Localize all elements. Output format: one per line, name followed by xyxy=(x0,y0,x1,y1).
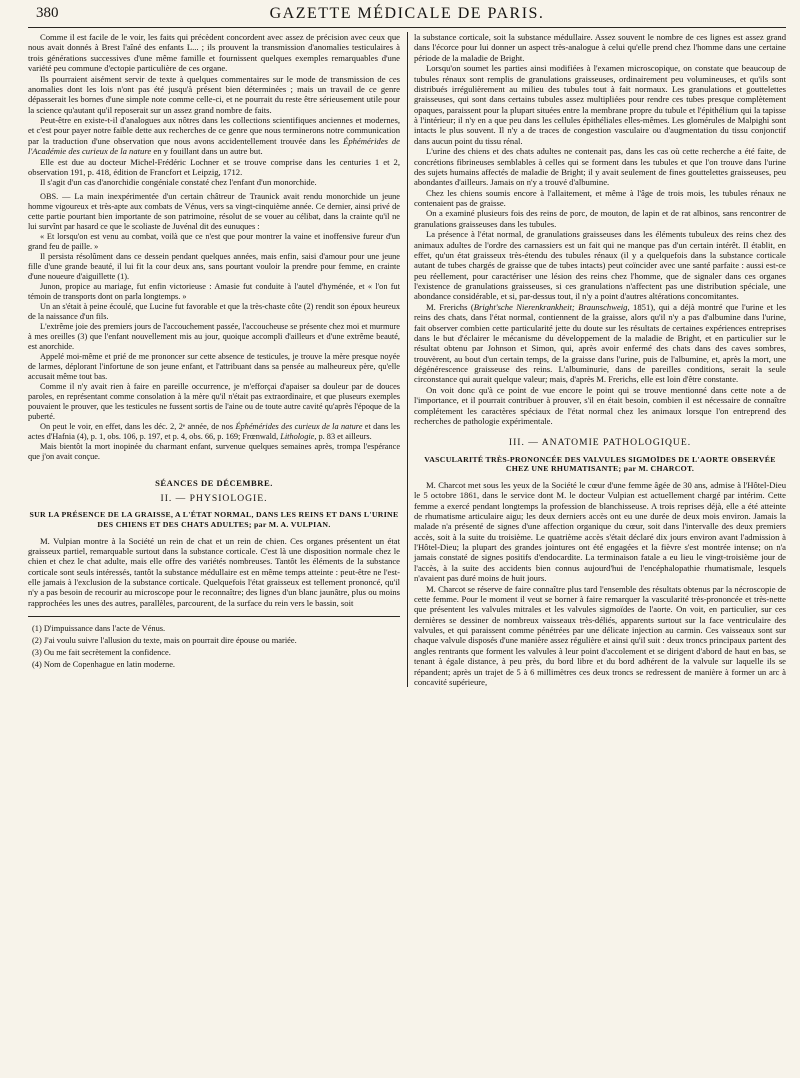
footnote: (3) Ou me fait secrètement la confidence. xyxy=(32,648,171,658)
observation-paragraph: OBS. — La main inexpérimentée d'un certain châtreur de Traunick avait rendu monorchide un jeune homme vigoureux et très-apte aux combats de Vénus, vers sa vingt-cinquième année. Ce dernier, ainsi privé de cette partie pourtant bien importante de son patrimoine, résolut de se vouer au célibat, dans la crainte qu'il ne lui survînt par hasard ce que le scoliaste de Juvénal dit des eunuques : xyxy=(28,191,400,231)
paragraph: Il s'agit d'un cas d'anorchidie congéniale constaté chez l'enfant d'un monorchide. xyxy=(40,177,317,188)
observation-paragraph: Un an s'était à peine écoulé, que Lucine fut favorable et que la très-chaste côte (2) rendit son époux heureux de la naissance d'un fils. xyxy=(28,301,400,321)
text-run: en y fouillant dans un autre but. xyxy=(151,146,263,157)
paragraph: Lorsqu'on soumet les parties ainsi modifiées à l'examen microscopique, on constate que beaucoup de tubules rénaux sont remplis de granulations graisseuses, ordinairement peu volumineuses, et qu'ils sont distribués irrégulièrement au milieu des tubules tout à fait normaux. Les granulations et gouttelettes graisseuses, qui sont dans certains tubules assez multipliées pour rendre ces tubes presque complètement opaques, paraissent pour la plupart situées entre la membrane propre du tubule et l'épithélium qui la tapisse à l'intérieur; il n'y en a que peu dans les cellules épithéliales elles-mêmes. Les glomérules de Malpighi sont intacts le plus souvent. Il n'y a de traces de congestion vasculaire ou d'augmentation du tissu conjonctif dans aucun point du tissu rénal. xyxy=(414,63,786,146)
text-run: , 1851), qui a déjà montré que l'urine et les reins des chats, dans l'état normal, contiennent de la graisse, alors qu'il n'y a pas d'albumine dans l'urine, fait observer combien cette particularité jette du doute sur les résultats de certaines expériences entreprises dans le but d'éclairer le mécanisme du développement de la maladie de Bright, et en particulier sur le résultat obtenu par Johnson et Simon, qui, après avoir enfermé des chats dans des caves sombres, trouvèrent, au bout d'un certain temps, de la graisse dans l'urine, puis de l'albumine, et, après la mort, une dégénérescence graisseuse des reins. L'albuminurie, dans de pareilles conditions, serait la seule circonstance qui aurait quelque valeur; mais, d'après M. Frerichs, elle est loin d'être constante. xyxy=(414,301,786,385)
observation-paragraph: Il persista résolûment dans ce dessein pendant quelques années, mais enfin, saisi d'amour pour une jeune fille d'une grande beauté, il lui fit la cour deux ans, sans pourtant vouloir la prendre pour femme, en crainte d'une noueure d'aiguillette (1). xyxy=(28,251,400,281)
italic-title: Lithologie xyxy=(280,431,315,441)
section-heading: II. — PHYSIOLOGIE. xyxy=(160,493,268,504)
footnote: (2) J'ai voulu suivre l'allusion du texte, mais on pourrait dire épouse ou mariée. xyxy=(32,636,297,646)
page-header xyxy=(28,3,786,28)
column-divider xyxy=(407,32,408,687)
observation-paragraph xyxy=(28,422,400,442)
observation-paragraph: L'extrême joie des premiers jours de l'accouchement passée, l'accoucheuse se présente chez moi et murmure à mes oreilles (3) que l'enfant nouvellement mis au jour, quoique accompli d'ailleurs et d'une extrême beauté, est anorchide. xyxy=(28,321,400,351)
right-column xyxy=(414,32,786,687)
paragraph: M. Charcot se réserve de faire connaître plus tard l'ensemble des résultats obtenus par la nécroscopie de cette femme. Pour le moment il veut se borner à faire remarquer la vascularité très-prononcée et très-nette que présentent les valvules mitrales et les valvules sigmoïdes de l'aorte. On voit, en particulier, sur ces dernières se dessiner de nombreux vaisseaux très-déliés, apparents surtout sur la face ventriculaire des valvules, et qui paraissent comme pénétrées par une délicate injection au carmin. Ces vaisseaux sont sur chaque valvule disposés d'une manière assez régulière et ainsi qu'il suit : deux troncs principaux partent des angles rentrants que forment les valvules à leur point d'accolement et se dirigent d'abord de haut en bas, se tenant à égale distance, à peu près, du bord libre et du bord adhérent de la valvule sur laquelle ils se répandent; après un trajet de 5 à 6 millimètres ces deux troncs se redressent de manière à former un arc à concavité supérieure, xyxy=(414,583,786,687)
article-title: SUR LA PRÉSENCE DE LA GRAISSE, A L'ÉTAT NORMAL, DANS LES REINS ET DANS L'URINE DES CHIENS ET DES CHATS ADULTES; par M. A. VULPIAN. xyxy=(29,510,399,529)
page-number: 380 xyxy=(36,5,59,21)
footnotes xyxy=(28,616,400,671)
text-run: On peut le voir, en effet, dans les déc. 2, 2ᵉ année, de nos xyxy=(40,421,236,431)
observation-paragraph: Comme il n'y avait rien à faire en pareille occurrence, je m'efforçai d'apaiser sa douleur par de douces paroles, en représentant comme consolation à la mère qu'il n'était pas extraordinaire, et que pluseurs exemples pouvaient le prouver, que les testicules ne fussent sortis de l'aine ou de toute autre cavité qu'après l'époque de la puberté. xyxy=(28,381,400,421)
text-run: et dans les actes d'Hafnia (4), p. 1, obs. 106, p. 197, et p. 4, obs. 66, p. 169; Frœnwald, xyxy=(28,421,401,441)
text-run: M. Frerichs ( xyxy=(426,301,474,312)
italic-title: Bright'sche Nierenkrankheit; Braunschweig xyxy=(473,301,628,312)
observation-paragraph: Junon, propice au mariage, fut enfin victorieuse : Amasie fut conduite à l'autel d'hyménée, et « l'on fut témoin de transports dont on parla longtemps. » xyxy=(28,281,400,301)
observation-paragraph: Appelé moi-même et prié de me prononcer sur cette absence de testicules, je trouve la mère presque noyée de larmes, déplorant l'infortune de son jeune enfant, et l'attribuant dans sa pensée au malheureux père, qu'elle accusait même tout bas. xyxy=(28,351,400,381)
journal-title: GAZETTE MÉDICALE DE PARIS. xyxy=(269,5,545,22)
paragraph: M. Charcot met sous les yeux de la Société le cœur d'une femme âgée de 30 ans, admise à l'Hôtel-Dieu le 5 octobre 1861, dans le service dont M. le docteur Vulpian est actuellement chargé par intérim. Cette femme a exercé pendant longtemps la profession de blanchisseuse. A trois reprises déjà, elle a été atteinte de rhumatisme articulaire aigu; les deux derniers accès ont eu une durée de deux mois environ. Jamais la malade n'a présenté de signes d'une affection organique du cœur, soit dans l'intervalle des deux premiers accès, soit à la suite du troisième. Le quatrième accès s'était déclaré dix jours environ avant l'admission à l'Hôtel-Dieu; la plupart des grandes jointures ont été engagées et la fièvre s'est montrée intense; on n'a jamais constaté de signes positifs d'endocardite. La terminaison fatale a eu lieu le vingt-troisième jour de l'accès, à la suite des accidents bien connus aujourd'hui de l'encéphalopathie rhumatismale, lesquels n'avaient pas duré moins de huit jours. xyxy=(414,479,786,584)
italic-title: Éphémérides de l'Académie des curieux de la nature xyxy=(28,135,400,157)
article-title: VASCULARITÉ TRÈS-PRONONCÉE DES VALVULES SIGMOÏDES DE L'AORTE OBSERVÉE CHEZ UNE RHUMATISANTE; par M. CHARCOT. xyxy=(424,454,776,474)
observation-paragraph: Mais bientôt la mort inopinée du charmant enfant, survenue quelques semaines après, trompa l'espérance que j'on avait conçue. xyxy=(28,441,400,461)
paragraph: M. Vulpian montre à la Société un rein de chat et un rein de chien. Ces organes présentent un état graisseux partiel, remarquable surtout dans la substance corticale. C'est là une disposition normale chez le chien et chez le chat adulte, mais elle offre des variétés nombreuses. Tantôt les éléments de la substance corticale sont seuls intéressés, tantôt la substance médullaire est en même temps atteinte : peut-être ne l'est-elle jamais à l'exclusion de la substance corticale. Quelquefois l'état graisseux est tellement prononcé, qu'il n'y a pas besoin de recourir au microscope pour le reconnaître; des lignes d'un blanc jaunâtre, plus ou moins rapprochées les unes des autres, parallèles, parcourent, de la surface du rein vers le bassin, soit xyxy=(28,535,400,608)
section-heading: III. — ANATOMIE PATHOLOGIQUE. xyxy=(508,437,692,449)
paragraph: La présence à l'état normal, de granulations graisseuses dans les éléments tubuleux des reins chez des animaux adultes de l'ordre des carnassiers est un fait qui ne manque pas d'un certain intérêt. Il établit, en effet, qu'un état graisseux très-étendu des tubules rénaux (il y a quelquefois dans la substance corticale autant de tubes chargés de graisse que de tubes intacts) peut coïncider avec une santé parfaite : aussi est-ce peu réellement, pour caractériser une lésion des reins chez l'homme, que de signaler dans ces organes l'existence de granulations graisseuses, si ces granulations n'affectent pas une distribution spéciale, une abondance considérable, et si, par-dessus tout, il n'y a point d'autres altérations concomitantes. xyxy=(414,229,786,302)
paragraph: On voit donc qu'à ce point de vue encore le point qui se trouve mentionné dans cette note a de l'importance, et il pourrait contribuer à prouver, s'il en était besoin, combien il est nécessaire de connaître complétement les caractères spéciaux de l'état normal chez les animaux lorsque l'on entreprend des recherches de pathologie expérimentale. xyxy=(414,384,786,426)
text-columns xyxy=(28,32,786,687)
paragraph: Elle est due au docteur Michel-Frédéric Lochner et se trouve comprise dans les centuries 1 et 2, observation 191, p. 418, édition de Francfort et Leipzig, 1712. xyxy=(28,156,400,177)
section-title: SÉANCES DE DÉCEMBRE. xyxy=(155,477,273,488)
footnote: (1) D'impuissance dans l'acte de Vénus. xyxy=(32,624,166,634)
paragraph: L'urine des chiens et des chats adultes ne contenait pas, dans les cas où cette recherche a été faite, de concrétions fibrineuses semblables à celles qui se forment dans les tubules et que l'on trouve dans l'urine des sujets humains affectés de maladie de Bright; il y avait seulement de fines gouttelettes graisseuses, peu abondantes d'ailleurs. Jamais on n'y a trouvé d'albumine. xyxy=(414,146,786,188)
text-run: Peut-être en existe-t-il d'analogues aux nôtres dans les collections scientifiques anciennes et modernes, et c'est pour payer notre faible dette aux recherches de ce genre que nous terminerons notre communication par la traduction d'une observation que nous avons accidentellement trouvée dans les xyxy=(28,115,400,146)
paragraph xyxy=(28,74,400,116)
paragraph: la substance corticale, soit la substance médullaire. Assez souvent le nombre de ces lignes est assez grand dans l'écorce pour lui donner un aspect très-analogue à celui qu'elle prend chez l'homme dans une certaine période de la maladie de Bright. xyxy=(414,32,786,63)
observation-paragraph: « Et lorsqu'on est venu au combat, voilà que ce n'est que pour montrer la vaine et inoffensive fureur d'un grand feu de paille. » xyxy=(28,231,400,251)
paragraph: Chez les chiens soumis encore à l'allaitement, et même à l'âge de trois mois, les tubules rénaux ne contenaient pas de graisse. xyxy=(414,187,786,208)
italic-title: Éphémérides des curieux de la nature xyxy=(235,421,363,431)
paragraph xyxy=(414,302,786,385)
footnote: (4) Nom de Copenhague en latin moderne. xyxy=(32,660,176,670)
paragraph: On a examiné plusieurs fois des reins de porc, de mouton, de lapin et de rat albinos, sans rencontrer de granulations graisseuses dans les tubules. xyxy=(414,208,786,229)
left-column xyxy=(28,32,400,687)
text-run: Ils pourraient aisément servir de texte à quelques commentaires sur le mode de transmission de ces anomalies dont les lois n'ont pas été jusqu'à présent bien déterminées ; mais un travail de ce genre dépasserait les bornes d'une simple note comme celle-ci, et ne pourrait du reste être sérieusement utile pour la science qu'autant qu'il reposerait sur un assez grand nombre de faits. xyxy=(28,73,400,115)
paragraph xyxy=(28,115,400,157)
paragraph: Comme il est facile de le voir, les faits qui précèdent concordent avec assez de précision avec ceux que nous avait donnés à Brest l'aîné des enfants L... ; ils prouvent la transmission d'anomalies testiculaires à trois générations successives d'une même famille et fournissent quelques exemples remarquables d'une variété peu commune d'ectopie particulière de ces organe. xyxy=(28,32,400,74)
text-run: , p. 83 et ailleurs. xyxy=(314,431,372,441)
